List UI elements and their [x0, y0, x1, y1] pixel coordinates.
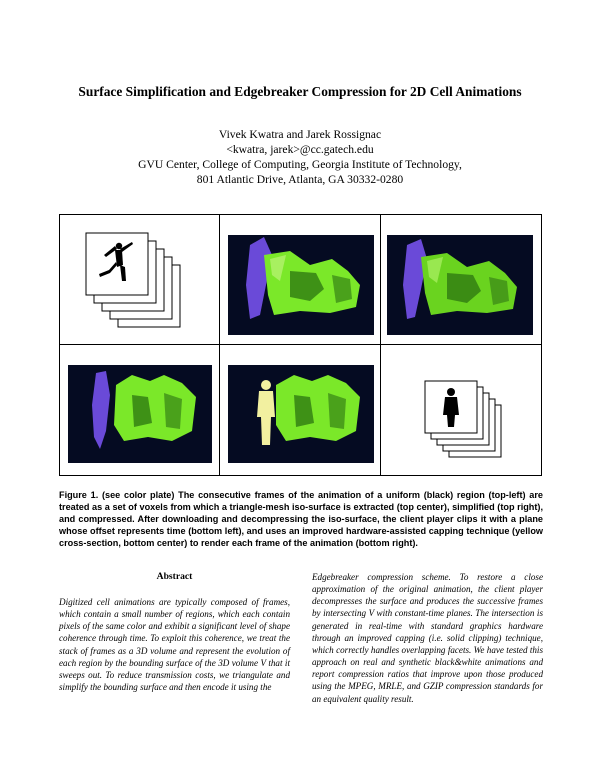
- panel-iso-surface-simplified: [381, 215, 541, 345]
- panel-rendered-frame: [381, 345, 541, 475]
- abstract-text-left: Digitized cell animations are typically composed of frames, which contain a small number of regions, which each contain pixels of the same color and exhibit a significant level of shape coherence through time. To exploit this coherence, we treat the stack of frames as a 3D volume and represent the evolution of each region by the bounding surface of the 3D volume V that it sweeps out. To reduce transmission costs, we triangulate and simplify the bounding surface and then encode it using the: [59, 597, 290, 693]
- abstract-text-right: Edgebreaker compression scheme. To restore a close approximation of the original animation, the client player decompresses the surface and produces the successive frames by intersecting V with constant-time planes. The intersection is generated in real-time with standard graphics hardware through an improved capping (i.e. solid clipping) technique, which correctly handles overlapping facets. We have tested this approach on real and synthetic black&white animations and report compression ratios that improve upon those produced using the MPEG, MRLE, and GZIP compression standards for an equivalent quality result.: [312, 572, 543, 704]
- figure-1: [59, 214, 542, 476]
- author-block: [0, 127, 600, 187]
- author-affiliation: GVU Center, College of Computing, Georgia Institute of Technology,: [138, 158, 462, 171]
- author-address: 801 Atlantic Drive, Atlanta, GA 30332-0280: [196, 173, 404, 186]
- author-names: Vivek Kwatra and Jarek Rossignac: [218, 128, 382, 141]
- panel-clipped-by-plane: [60, 345, 220, 475]
- figure-caption: Figure 1. (see color plate) The consecutive frames of the animation of a uniform (black) region (top-left) are treated as a set of voxels from which a triangle-mesh iso-surface is extracted (top center), simplified (top right), and compressed. After downloading and decompressing the iso-surface, the client player clips it with a plane whose offset represents time (bottom left), and uses an improved hardware-assisted capping technique (yellow cross-section, bottom center) to render each frame of the animation (bottom right).: [59, 490, 543, 549]
- abstract-heading: Abstract: [156, 571, 193, 582]
- author-emails: <kwatra, jarek>@cc.gatech.edu: [226, 143, 374, 156]
- panel-iso-surface-extracted: [220, 215, 380, 345]
- panel-capping-cross-section: [220, 345, 380, 475]
- paper-title: Surface Simplification and Edgebreaker Compression for 2D Cell Animations: [78, 84, 522, 99]
- panel-stack-of-frames: [60, 215, 220, 345]
